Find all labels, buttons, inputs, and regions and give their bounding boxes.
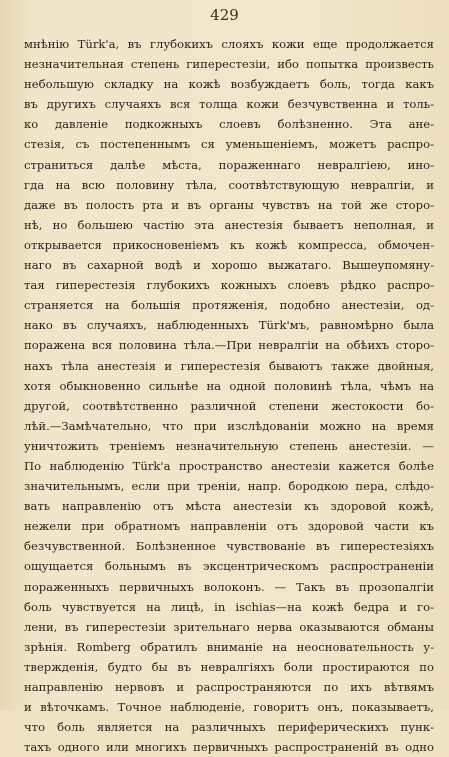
text-line: мнѣнію Türk'а, въ глубокихъ слояхъ кожи еще продолжается <box>24 37 434 51</box>
text-line: ко давленіе подкожныхъ слоевъ болѣзненно. Эта анe- <box>24 117 434 132</box>
text-line: нѣ, но большею частію эта анестезія бываетъ неполная, и <box>24 217 434 232</box>
text-line: вать направленію отъ мѣста анестезіи къ здоровой кожѣ, <box>24 499 434 514</box>
text-line: лени, въ гиперестезіи зрительнаго нерва оказываются обманы <box>24 619 434 634</box>
text-line: лѣй.—Замѣчательно, что при изслѣдованіи можно на время <box>24 418 434 433</box>
text-line: ощущается больнымъ въ эксцентрическомъ распространеніи <box>24 559 434 574</box>
text-line: небольшую складку на кожѣ возбуждаетъ боль, тогда какъ <box>24 77 434 92</box>
text-line: тахъ одного или многихъ первичныхъ распространеній въ одно <box>24 740 434 755</box>
text-line: наго въ сахарной водѣ и хорошо выжатаго. Вышеупомяну- <box>24 258 434 273</box>
text-line: и вѣточкамъ. Точное наблюденіе, говоритъ онъ, показываетъ, <box>24 700 434 715</box>
text-line: даже въ полость рта и въ органы чувствъ на той же сторо- <box>24 197 434 212</box>
text-line: твержденія, будто бы въ невралгіяхъ боли простираются по <box>24 659 434 674</box>
page-number: 429 <box>210 6 239 24</box>
text-line: значительнымъ, если при треніи, напр. бородкою пера, слѣдо- <box>24 479 434 494</box>
text-line: пораженныхъ первичныхъ волоконъ. — Такъ въ прозопалгіи <box>24 579 434 594</box>
text-line: что боль является на различныхъ периферическихъ пунк- <box>24 720 434 735</box>
text-line: страняется на большія протяженія, подобно анестезіи, од- <box>24 298 434 313</box>
text-line: уничтожить треніемъ незначительную степень анестезіи. — <box>24 438 434 453</box>
text-line: гда на всю половину тѣла, соотвѣтствующую невралгіи, и <box>24 177 434 192</box>
text-line: нахъ тѣла анестезія и гиперестезія бываютъ также двойныя, <box>24 358 434 373</box>
text-line: безчувственной. Болѣзненное чувствованіе въ гиперестезіяхъ <box>24 539 434 554</box>
text-line: направленію нервовъ и распространяются по ихъ вѣтвямъ <box>24 680 434 694</box>
text-line: зрѣнія. Romberg обратилъ вниманіе на неосновательность у- <box>24 639 434 654</box>
text-line: поражена вся половина тѣла.—При невралгіи на обѣихъ сторо- <box>24 338 434 353</box>
text-line: нежели при обратномъ направленіи отъ здоровой части къ <box>24 519 434 534</box>
text-line: незначительная степень гиперестезіи, ибо попытка произвесть <box>24 57 434 72</box>
text-line: стезія, съ постепеннымъ ся уменьшеніемъ, можетъ распро- <box>24 137 434 152</box>
text-line: въ другихъ случаяхъ вся толща кожи безчувственна и толь- <box>24 97 434 112</box>
body-text <box>24 34 434 755</box>
text-line: По наблюденію Türk'а пространство анестезіи кажется болѣе <box>24 458 434 473</box>
text-line: другой, соотвѣтственно различной степени жестокости бо- <box>24 398 434 413</box>
text-line: хотя обыкновенно сильнѣе на одной половинѣ тѣла, чѣмъ на <box>24 378 434 393</box>
text-line: страниться далѣе мѣста, пораженнаго невралгіею, ино- <box>24 157 434 172</box>
text-line: тая гиперестезія глубокихъ кожныхъ слоевъ рѣдко распро- <box>24 278 434 293</box>
text-line: боль чувствуется на лицѣ, in ischias—на кожѣ бедра и го- <box>24 599 434 614</box>
text-line: нако въ случаяхъ, наблюденныхъ Türk'мъ, равномѣрно была <box>24 318 434 333</box>
text-line: открывается прикосновеніемъ къ кожѣ компресса, обмочен- <box>24 237 434 252</box>
